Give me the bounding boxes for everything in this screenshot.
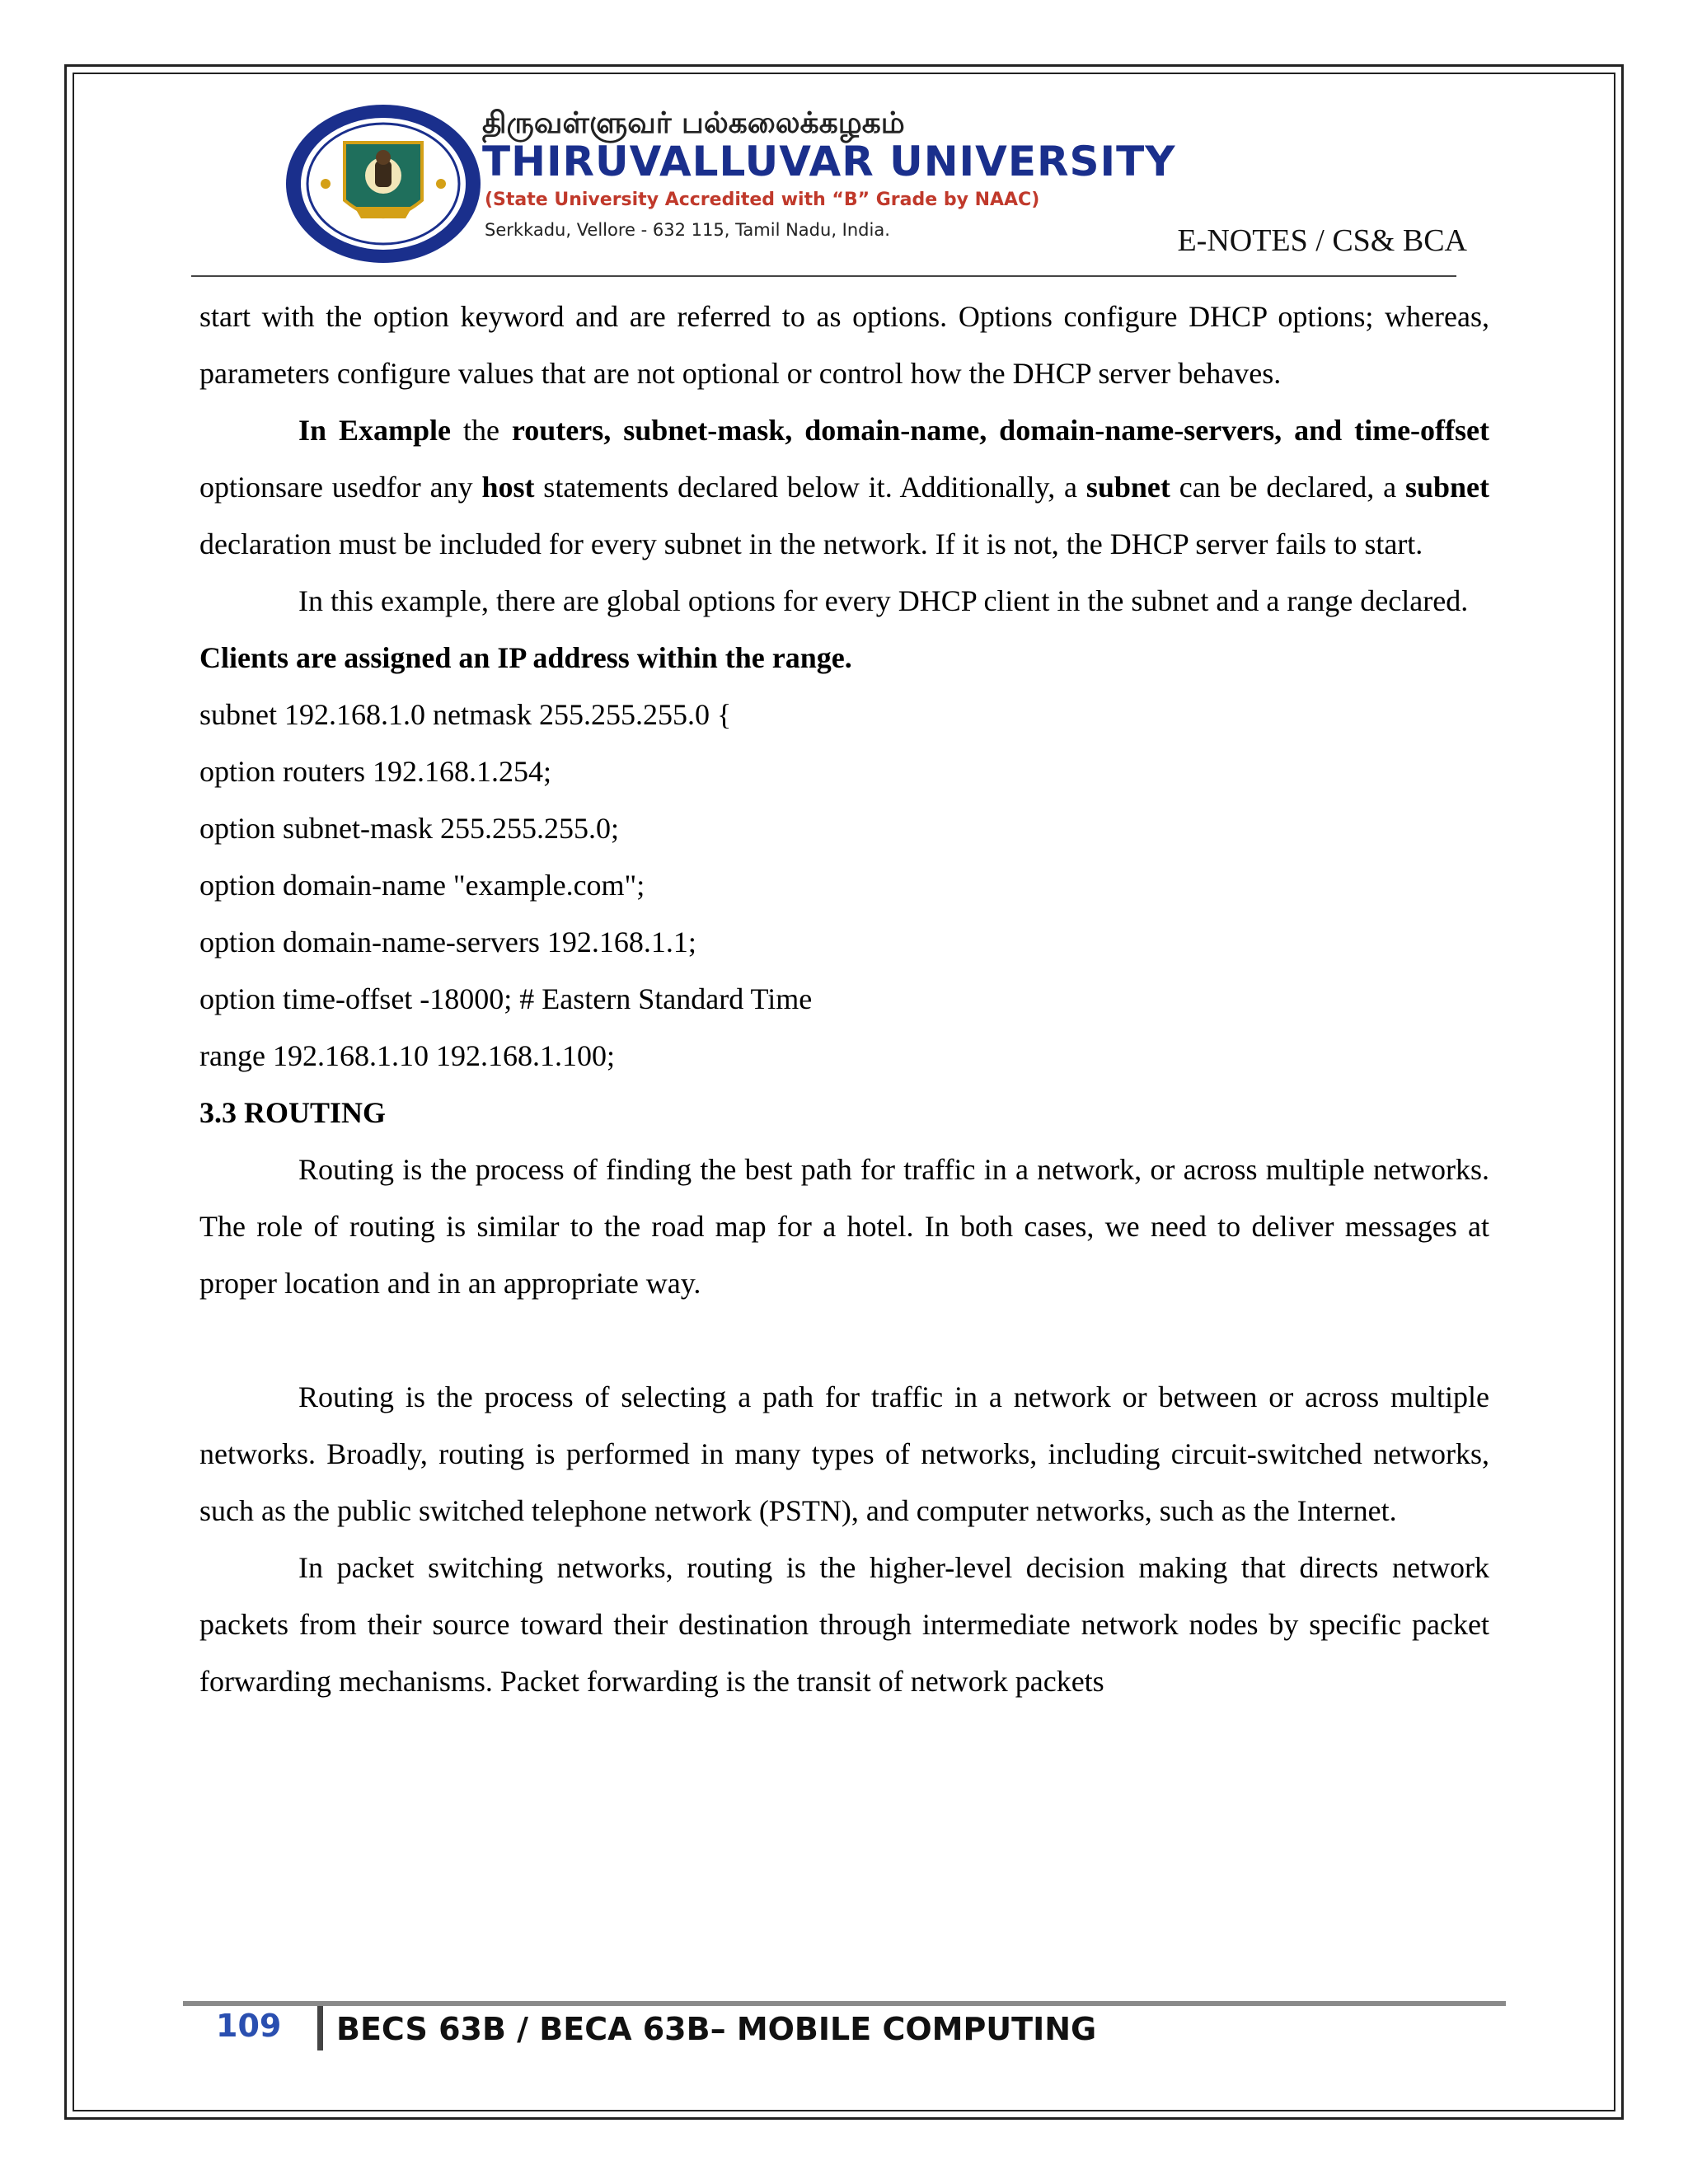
paragraph-options: start with the option keyword and are referred to as options. Options configure DHCP options; whereas, parameters configure values that are not optional or control how the DHCP server behaves.	[199, 300, 1489, 390]
bold-heading: Clients are assigned an IP address within the range.	[199, 641, 852, 674]
university-address: Serkkadu, Vellore - 632 115, Tamil Nadu, India.	[485, 220, 890, 240]
paragraph-global-options: In this example, there are global options for every DHCP client in the subnet and a range declared.	[298, 584, 1469, 617]
paragraph-packet-switching: In packet switching networks, routing is the higher-level decision making that directs network packets from their source toward their destination through intermediate network nodes by specific packet forwarding mechanisms. Packet forwarding is the transit of network packets	[199, 1551, 1489, 1698]
header-divider	[191, 275, 1456, 277]
footer-separator	[317, 2006, 323, 2050]
section-label: E-NOTES / CS& BCA	[1177, 223, 1467, 258]
bold-subnet: subnet	[1404, 471, 1489, 504]
page-header	[190, 95, 1475, 276]
code-line: option domain-name "example.com";	[199, 869, 645, 902]
paragraph-example: In Example the routers, subnet-mask, domain-name, domain-name-servers, and time-offset optionsare usedfor any host statements declared below it. Additionally, a subnet can be declared, a subnet declaration must be included for every subnet in the network. If it is not, the DHCP server fails to start.	[199, 414, 1489, 560]
paragraph-routing-intro: Routing is the process of finding the best path for traffic in a network, or across multiple networks. The role of routing is similar to the road map for a hotel. In both cases, we need to deliver messages at proper location and in an appropriate way.	[199, 1153, 1489, 1300]
bold-host: host	[481, 471, 535, 504]
course-title: BECS 63B / BECA 63B– MOBILE COMPUTING	[336, 2011, 1097, 2047]
code-line: option routers 192.168.1.254;	[199, 755, 551, 788]
code-line: option subnet-mask 255.255.255.0;	[199, 812, 619, 845]
section-heading: 3.3 ROUTING	[199, 1096, 387, 1129]
footer-divider	[183, 2001, 1506, 2006]
config-code-block	[199, 687, 1489, 1085]
code-line: subnet 192.168.1.0 netmask 255.255.255.0 {	[199, 698, 732, 731]
code-line: option domain-name-servers 192.168.1.1;	[199, 926, 696, 958]
university-seal-logo	[280, 101, 486, 266]
bold-option-list: routers, subnet-mask, domain-name, domain-name-servers, and time-offset	[511, 414, 1489, 447]
bold-subnet: subnet	[1085, 471, 1170, 504]
code-line: range 192.168.1.10 192.168.1.100;	[199, 1039, 615, 1072]
page-number: 109	[216, 2008, 282, 2044]
page-body	[199, 288, 1489, 1710]
university-accreditation: (State University Accredited with “B” Grade by NAAC)	[485, 190, 1040, 210]
university-name: THIRUVALLUVAR UNIVERSITY	[482, 138, 1176, 185]
bold-in-example: In Example	[298, 414, 451, 447]
code-line: option time-offset -18000; # Eastern Standard Time	[199, 982, 813, 1015]
paragraph-spacer	[199, 1312, 1489, 1369]
paragraph-routing-networks: Routing is the process of selecting a path for traffic in a network or between or across multiple networks. Broadly, routing is performed in many types of networks, including circuit-switched networks, such as the public switched telephone network (PSTN), and computer networks, such as the Internet.	[199, 1380, 1489, 1527]
university-tamil-name: திருவள்ளுவர் பல்கலைக்கழகம்	[482, 106, 905, 140]
